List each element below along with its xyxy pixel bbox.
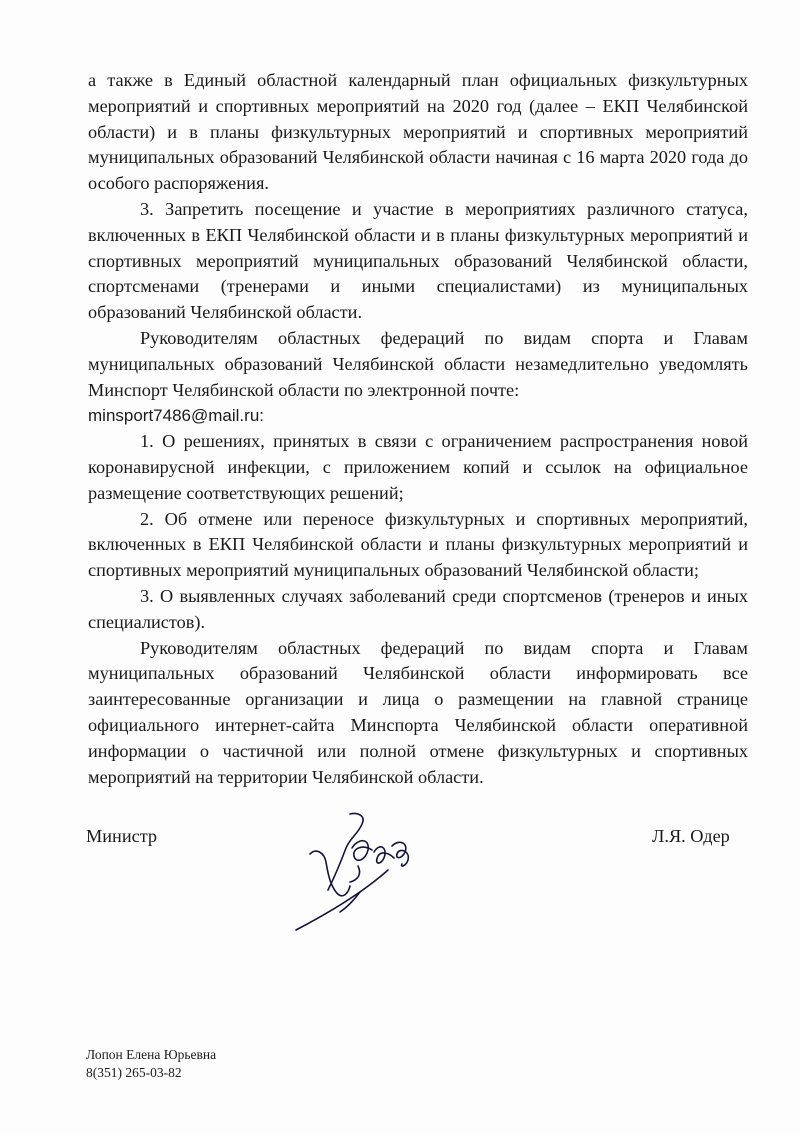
paragraph-continuation: а также в Единый областной календарный план официальных физкультурных мероприятий и спортивных мероприятий на 2020 год (далее – ЕКП Челябинской области) и в планы физкультурных мероприятий и спортивных мероприятий муниципальных образований Челябинской области начиная с 16 марта 2020 года до особого распоряжения. <box>88 70 748 194</box>
executor-phone: 8(351) 265-03-82 <box>86 1065 182 1080</box>
list-item-2: 2. Об отмене или переносе физкультурных и спортивных мероприятий, включенных в ЕКП Челябинской области и планы физкультурных мероприятий и спортивных мероприятий муниципальных образований Челябинской области; <box>88 508 748 581</box>
list-item-1: 1. О решениях, принятых в связи с ограничением распространения новой коронавирусной инфекции, с приложением копий и ссылок на официальное размещение соответствующих решений; <box>88 431 748 503</box>
paragraph-item-3: 3. Запретить посещение и участие в мероприятиях различного статуса, включенных в ЕКП Челябинской области и в планы физкультурных мероприятий и спортивных мероприятий муниципальных образований Челябинской области, спортсменами (тренерами и иными специалистами) из муниципальных образований Челябинской области. <box>88 198 748 323</box>
executor-info <box>86 1046 216 1082</box>
letter-body <box>88 68 748 790</box>
paragraph-inform: Руководителям областных федераций по видам спорта и Главам муниципальных образований Челябинской области информировать все заинтересованные организации и лица о размещении на главной странице официального интернет-сайта Минспорта Челябинской области оперативной информации о частичной или полной отмене физкультурных и спортивных мероприятий на территории Челябинской области. <box>88 637 748 787</box>
signatory-title: Министр <box>86 826 158 846</box>
notify-intro-text: Руководителям областных федераций по видам спорта и Главам муниципальных образований Челябинской области незамедлительно уведомлять Минспорт Челябинской области по электронной почте: <box>88 327 748 400</box>
paragraph-notify-intro <box>88 326 748 429</box>
handwritten-signature <box>288 808 448 938</box>
executor-name: Лопон Елена Юрьевна <box>86 1047 217 1062</box>
email-address: minsport7486@mail.ru: <box>88 406 264 426</box>
signatory-name: Л.Я. Одер <box>652 826 730 846</box>
list-item-3: 3. О выявленных случаях заболеваний среди спортсменов (тренеров и иных специалистов). <box>88 585 748 632</box>
